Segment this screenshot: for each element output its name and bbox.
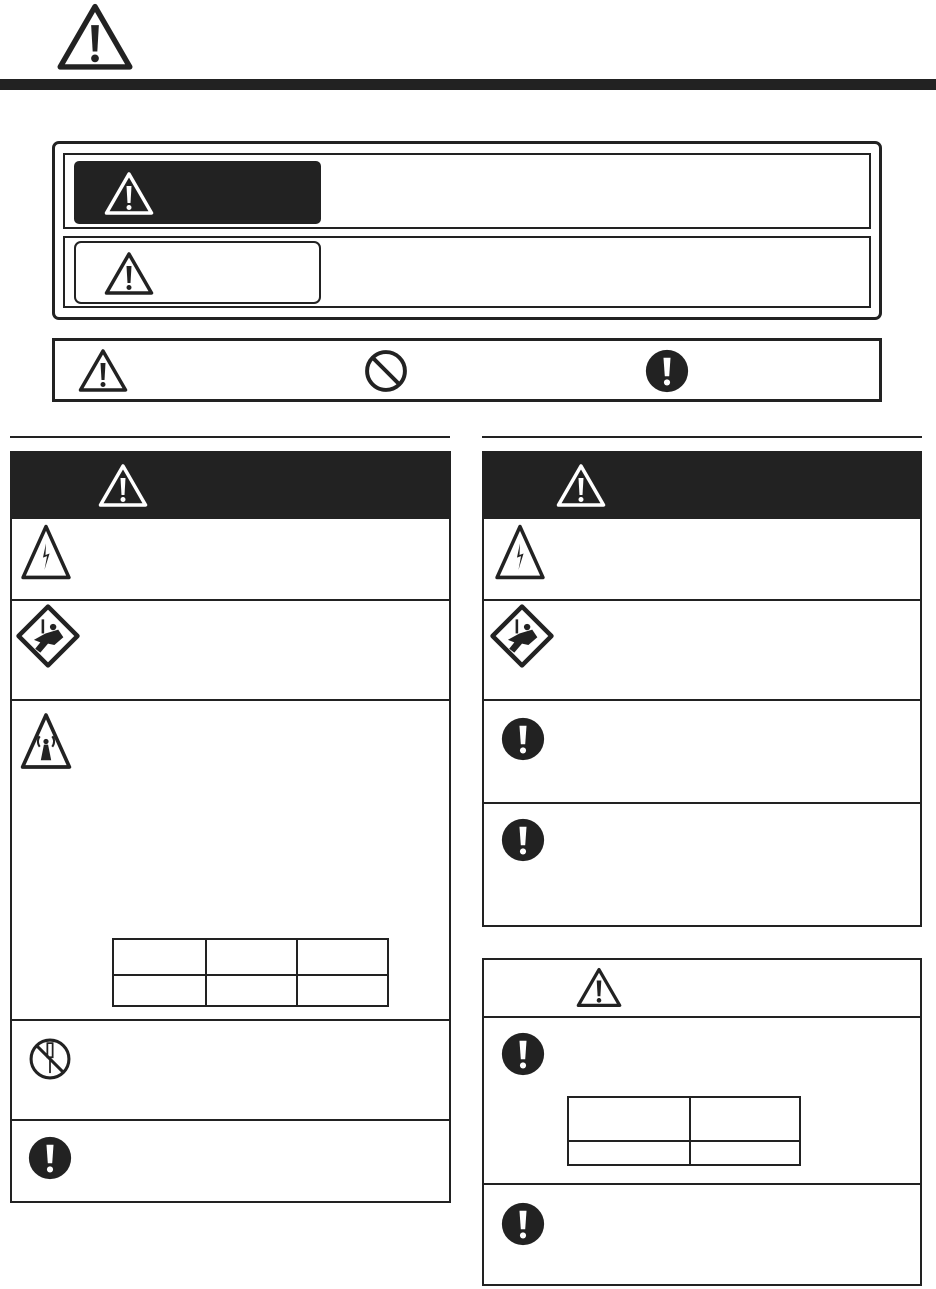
table-cell <box>207 976 296 1005</box>
radio-wave-hazard-icon <box>20 712 72 770</box>
mandatory-action-icon <box>501 1032 545 1076</box>
warning-triangle-icon <box>78 348 128 392</box>
mandatory-action-icon <box>645 349 689 393</box>
divider <box>482 1016 922 1018</box>
divider <box>482 802 922 804</box>
mandatory-action-icon <box>28 1136 72 1180</box>
divider <box>482 699 922 701</box>
table-cell <box>569 1142 689 1164</box>
left-data-table <box>112 938 389 1007</box>
caution-triangle-icon <box>576 966 622 1008</box>
divider <box>10 599 451 601</box>
caution-data-table <box>567 1096 801 1166</box>
warning-triangle-icon <box>556 463 606 507</box>
right-warning-section <box>482 451 922 927</box>
header-warning-icon <box>56 2 134 70</box>
table-cell <box>298 976 387 1005</box>
left-section-rule <box>10 436 450 438</box>
mandatory-action-icon <box>501 818 545 862</box>
table-cell <box>207 940 296 974</box>
electric-shock-icon <box>494 524 546 580</box>
caution-triangle-icon <box>104 251 154 295</box>
no-screwdriver-icon <box>28 1037 72 1081</box>
warning-triangle-icon <box>104 171 154 215</box>
no-disassembly-hand-icon <box>490 604 554 668</box>
mandatory-action-icon <box>501 717 545 761</box>
mandatory-action-icon <box>501 1202 545 1246</box>
symbol-legend <box>52 338 882 402</box>
table-cell <box>569 1098 689 1140</box>
table-cell <box>691 1142 799 1164</box>
divider <box>482 1183 922 1185</box>
no-disassembly-hand-icon <box>16 604 80 668</box>
right-warning-banner <box>482 451 922 519</box>
prohibition-icon <box>364 349 408 393</box>
table-cell <box>691 1098 799 1140</box>
divider <box>10 1119 451 1121</box>
table-cell <box>298 940 387 974</box>
left-warning-section <box>10 451 451 1203</box>
divider <box>482 599 922 601</box>
header-rule <box>0 79 936 90</box>
electric-shock-icon <box>20 524 72 580</box>
table-cell <box>114 940 205 974</box>
left-warning-banner <box>10 451 451 519</box>
divider <box>10 1019 451 1021</box>
table-cell <box>114 976 205 1005</box>
right-section-rule <box>482 436 922 438</box>
warning-triangle-icon <box>98 463 148 507</box>
divider <box>10 699 451 701</box>
